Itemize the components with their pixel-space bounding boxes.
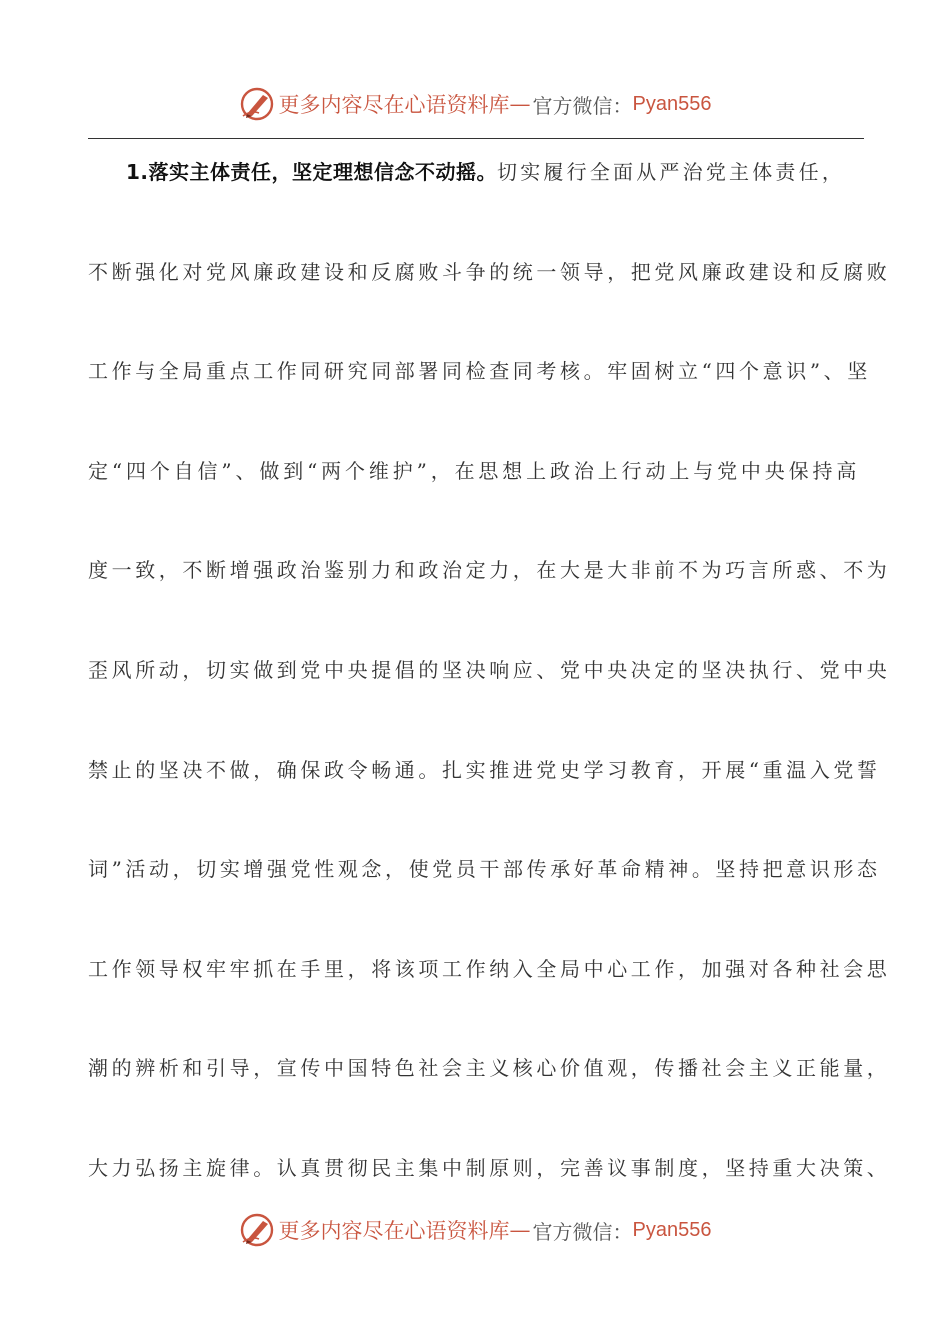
paragraph-line: 工作与全局重点工作同研究同部署同检查同考核。牢固树立“四个意识”、坚 xyxy=(88,359,871,384)
paragraph-line: 词”活动，切实增强党性观念，使党员干部传承好革命精神。坚持把意识形态 xyxy=(88,857,881,882)
banner-wechat-label: 官方微信： xyxy=(532,1219,633,1244)
paragraph-text: 切实履行全面从严治党主体责任， xyxy=(497,160,846,184)
banner-text: 更多内容尽在心语资料库 xyxy=(278,93,510,117)
paragraph-line: 禁止的坚决不做，确保政令畅通。扎实推进党史学习教育，开展“重温入党誓 xyxy=(88,757,881,782)
banner-wechat-label: 官方微信： xyxy=(532,93,633,118)
paragraph-line: 大力弘扬主旋律。认真贯彻民主集中制原则，完善议事制度，坚持重大决策、 xyxy=(88,1155,891,1180)
footer-banner xyxy=(0,1208,950,1252)
header-banner xyxy=(0,82,950,126)
banner-text: 更多内容尽在心语资料库 xyxy=(278,1219,510,1243)
paragraph-line: 不断强化对党风廉政建设和反腐败斗争的统一领导，把党风廉政建设和反腐败 xyxy=(88,259,891,284)
pen-logo-icon xyxy=(239,86,275,122)
paragraph-line: 工作领导权牢牢抓在手里，将该项工作纳入全局中心工作，加强对各种社会思 xyxy=(88,956,891,981)
paragraph-line: 潮的辨析和引导，宣传中国特色社会主义核心价值观，传播社会主义正能量， xyxy=(88,1056,891,1081)
banner-wechat-id: Pyan556 xyxy=(632,1218,712,1241)
banner-separator: — xyxy=(509,1218,531,1242)
paragraph-line: 度一致，不断增强政治鉴别力和政治定力，在大是大非前不为巧言所惑、不为 xyxy=(88,558,891,583)
banner-wechat-id: Pyan556 xyxy=(632,92,712,115)
paragraph-line: 歪风所动，切实做到党中央提倡的坚决响应、党中央决定的坚决执行、党中央 xyxy=(88,657,891,682)
document-paragraph xyxy=(88,145,891,1241)
paragraph-line: 定“四个自信”、做到“两个维护”，在思想上政治上行动上与党中央保持高 xyxy=(88,458,860,483)
banner-separator: — xyxy=(509,92,531,116)
paragraph-line xyxy=(88,145,860,245)
section-heading: 1.落实主体责任，坚定理想信念不动摇。 xyxy=(126,160,498,184)
pen-logo-icon xyxy=(239,1212,275,1248)
header-divider xyxy=(88,138,864,139)
